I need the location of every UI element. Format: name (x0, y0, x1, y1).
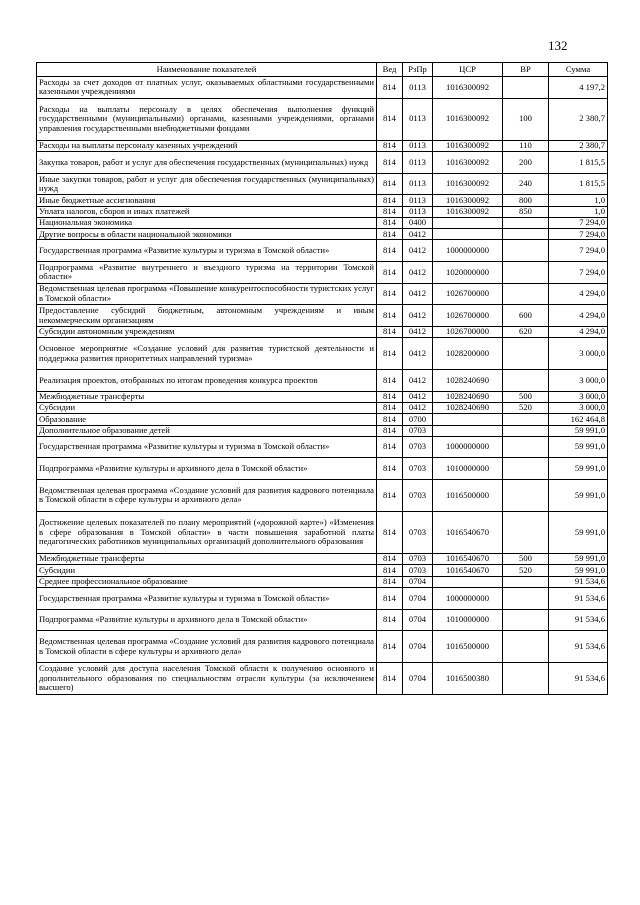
table-row (37, 554, 608, 565)
cell-sum: 91 534,6 (549, 587, 608, 609)
cell-vr: 520 (503, 402, 549, 413)
table-row (37, 152, 608, 174)
cell-rzpr: 0703 (403, 425, 433, 436)
cell-csr: 1016500000 (433, 479, 503, 511)
table-header-row (37, 63, 608, 77)
cell-rzpr: 0412 (403, 262, 433, 284)
cell-csr (433, 217, 503, 228)
table-row (37, 77, 608, 99)
cell-name: Дополнительное образование детей (37, 425, 377, 436)
cell-rzpr: 0113 (403, 173, 433, 195)
cell-ved: 814 (377, 140, 403, 151)
cell-rzpr: 0412 (403, 338, 433, 370)
cell-sum: 59 991,0 (549, 479, 608, 511)
cell-rzpr: 0704 (403, 609, 433, 631)
cell-name: Среднее профессиональное образование (37, 576, 377, 587)
cell-ved: 814 (377, 414, 403, 425)
cell-rzpr: 0113 (403, 140, 433, 151)
cell-sum: 3 000,0 (549, 370, 608, 392)
cell-name: Уплата налогов, сборов и иных платежей (37, 206, 377, 217)
cell-ved: 814 (377, 402, 403, 413)
column-header-sum: Сумма (549, 63, 608, 77)
cell-csr: 1016300092 (433, 206, 503, 217)
cell-ved: 814 (377, 663, 403, 695)
cell-ved: 814 (377, 98, 403, 140)
cell-sum: 7 294,0 (549, 262, 608, 284)
cell-ved: 814 (377, 587, 403, 609)
cell-csr: 1016300092 (433, 195, 503, 206)
cell-ved: 814 (377, 77, 403, 99)
cell-name: Реализация проектов, отобранных по итогам проведения конкурса проектов (37, 370, 377, 392)
table-row (37, 98, 608, 140)
table-row (37, 370, 608, 392)
cell-ved: 814 (377, 631, 403, 663)
cell-ved: 814 (377, 326, 403, 337)
cell-rzpr: 0113 (403, 195, 433, 206)
cell-vr (503, 436, 549, 458)
cell-ved: 814 (377, 576, 403, 587)
cell-rzpr: 0412 (403, 229, 433, 240)
cell-csr: 1000000000 (433, 587, 503, 609)
cell-sum: 91 534,6 (549, 663, 608, 695)
cell-sum: 91 534,6 (549, 631, 608, 663)
cell-vr (503, 511, 549, 553)
cell-rzpr: 0703 (403, 511, 433, 553)
cell-name: Межбюджетные трансферты (37, 391, 377, 402)
cell-csr: 1020000000 (433, 262, 503, 284)
cell-csr: 1016540670 (433, 554, 503, 565)
cell-vr (503, 609, 549, 631)
table-row (37, 479, 608, 511)
cell-rzpr: 0113 (403, 152, 433, 174)
cell-vr (503, 283, 549, 305)
cell-vr (503, 77, 549, 99)
cell-sum: 3 000,0 (549, 402, 608, 413)
cell-csr: 1000000000 (433, 240, 503, 262)
cell-ved: 814 (377, 479, 403, 511)
cell-sum: 1 815,5 (549, 152, 608, 174)
column-header-rzpr: РзПр (403, 63, 433, 77)
cell-sum: 3 000,0 (549, 391, 608, 402)
cell-ved: 814 (377, 229, 403, 240)
cell-name: Подпрограмма «Развитие внутреннего и въездного туризма на территории Томской области» (37, 262, 377, 284)
cell-name: Государственная программа «Развитие культуры и туризма в Томской области» (37, 436, 377, 458)
cell-csr: 1016300092 (433, 140, 503, 151)
cell-csr: 1016500000 (433, 631, 503, 663)
cell-vr (503, 338, 549, 370)
cell-rzpr: 0703 (403, 554, 433, 565)
cell-vr: 600 (503, 305, 549, 327)
cell-vr (503, 458, 549, 480)
cell-vr: 200 (503, 152, 549, 174)
cell-csr: 1000000000 (433, 436, 503, 458)
cell-name: Ведомственная целевая программа «Повышение конкурентоспособности туристских услуг в Томской области» (37, 283, 377, 305)
table-row (37, 206, 608, 217)
cell-name: Подпрограмма «Развитие культуры и архивного дела в Томской области» (37, 458, 377, 480)
cell-sum: 7 294,0 (549, 240, 608, 262)
table-row (37, 609, 608, 631)
cell-vr: 520 (503, 565, 549, 576)
cell-sum: 162 464,8 (549, 414, 608, 425)
table-row (37, 587, 608, 609)
cell-name: Расходы за счет доходов от платных услуг, оказываемых областными государственными казенными учреждениями (37, 77, 377, 99)
cell-name: Достижение целевых показателей по плану мероприятий («дорожной карте») «Изменения в сфере образования в Томской области» в части повышения заработной платы педагогических работников муниципальных организаций дополнительного образования (37, 511, 377, 553)
cell-csr: 1026700000 (433, 305, 503, 327)
cell-name: Субсидии автономным учреждениям (37, 326, 377, 337)
column-header-ved: Вед (377, 63, 403, 77)
cell-vr (503, 240, 549, 262)
cell-csr: 1028200000 (433, 338, 503, 370)
cell-csr: 1016300092 (433, 173, 503, 195)
cell-ved: 814 (377, 195, 403, 206)
table-row (37, 458, 608, 480)
table-body (37, 77, 608, 695)
cell-sum: 7 294,0 (549, 217, 608, 228)
cell-ved: 814 (377, 338, 403, 370)
cell-vr: 500 (503, 554, 549, 565)
cell-vr: 850 (503, 206, 549, 217)
cell-vr: 800 (503, 195, 549, 206)
cell-ved: 814 (377, 240, 403, 262)
cell-vr (503, 587, 549, 609)
table-row (37, 195, 608, 206)
column-header-vr: ВР (503, 63, 549, 77)
table-row (37, 140, 608, 151)
cell-sum: 59 991,0 (549, 554, 608, 565)
cell-sum: 3 000,0 (549, 338, 608, 370)
table-row (37, 326, 608, 337)
cell-rzpr: 0700 (403, 414, 433, 425)
cell-rzpr: 0704 (403, 631, 433, 663)
cell-rzpr: 0113 (403, 206, 433, 217)
cell-sum: 2 380,7 (549, 140, 608, 151)
cell-rzpr: 0412 (403, 370, 433, 392)
cell-name: Субсидии (37, 565, 377, 576)
cell-csr: 1026700000 (433, 283, 503, 305)
cell-csr: 1028240690 (433, 370, 503, 392)
cell-rzpr: 0703 (403, 436, 433, 458)
cell-vr (503, 414, 549, 425)
cell-csr: 1026700000 (433, 326, 503, 337)
cell-vr (503, 631, 549, 663)
cell-sum: 4 294,0 (549, 326, 608, 337)
table-row (37, 414, 608, 425)
table-row (37, 425, 608, 436)
cell-sum: 1 815,5 (549, 173, 608, 195)
cell-csr: 1010000000 (433, 458, 503, 480)
cell-name: Иные бюджетные ассигнования (37, 195, 377, 206)
cell-vr (503, 479, 549, 511)
cell-rzpr: 0703 (403, 565, 433, 576)
cell-ved: 814 (377, 370, 403, 392)
cell-name: Национальная экономика (37, 217, 377, 228)
cell-sum: 4 197,2 (549, 77, 608, 99)
cell-sum: 59 991,0 (549, 425, 608, 436)
cell-rzpr: 0412 (403, 326, 433, 337)
cell-rzpr: 0704 (403, 576, 433, 587)
cell-rzpr: 0113 (403, 77, 433, 99)
cell-rzpr: 0704 (403, 587, 433, 609)
cell-ved: 814 (377, 554, 403, 565)
cell-name: Подпрограмма «Развитие культуры и архивного дела в Томской области» (37, 609, 377, 631)
cell-name: Субсидии (37, 402, 377, 413)
cell-csr: 1016540670 (433, 565, 503, 576)
cell-csr: 1016300092 (433, 77, 503, 99)
cell-name: Образование (37, 414, 377, 425)
cell-name: Основное мероприятие «Создание условий для развития туристской деятельности и поддержка развития приоритетных направлений туризма» (37, 338, 377, 370)
cell-ved: 814 (377, 283, 403, 305)
cell-csr: 1016300092 (433, 152, 503, 174)
cell-rzpr: 0400 (403, 217, 433, 228)
cell-sum: 7 294,0 (549, 229, 608, 240)
cell-vr (503, 663, 549, 695)
page-number: 132 (548, 38, 568, 53)
table-row (37, 173, 608, 195)
cell-rzpr: 0412 (403, 240, 433, 262)
cell-rzpr: 0113 (403, 98, 433, 140)
cell-rzpr: 0704 (403, 663, 433, 695)
cell-csr (433, 425, 503, 436)
cell-ved: 814 (377, 425, 403, 436)
cell-sum: 1,0 (549, 206, 608, 217)
cell-csr: 1028240690 (433, 391, 503, 402)
cell-name: Ведомственная целевая программа «Создание условий для развития кадрового потенциала в Томской области в сфере культуры и архивного дела» (37, 631, 377, 663)
cell-csr: 1028240690 (433, 402, 503, 413)
cell-vr: 500 (503, 391, 549, 402)
cell-sum: 91 534,6 (549, 609, 608, 631)
table-row (37, 262, 608, 284)
cell-ved: 814 (377, 173, 403, 195)
cell-sum: 4 294,0 (549, 283, 608, 305)
cell-csr: 1016300092 (433, 98, 503, 140)
budget-table (36, 62, 608, 695)
cell-sum: 91 534,6 (549, 576, 608, 587)
table-row (37, 283, 608, 305)
cell-ved: 814 (377, 565, 403, 576)
cell-sum: 59 991,0 (549, 458, 608, 480)
cell-ved: 814 (377, 609, 403, 631)
column-header-csr: ЦСР (433, 63, 503, 77)
cell-rzpr: 0703 (403, 479, 433, 511)
cell-name: Расходы на выплаты персоналу казенных учреждений (37, 140, 377, 151)
cell-ved: 814 (377, 305, 403, 327)
cell-ved: 814 (377, 152, 403, 174)
cell-ved: 814 (377, 206, 403, 217)
cell-name: Государственная программа «Развитие культуры и туризма в Томской области» (37, 240, 377, 262)
cell-name: Другие вопросы в области национальной экономики (37, 229, 377, 240)
cell-sum: 59 991,0 (549, 511, 608, 553)
cell-rzpr: 0703 (403, 458, 433, 480)
cell-ved: 814 (377, 391, 403, 402)
table-row (37, 511, 608, 553)
cell-ved: 814 (377, 458, 403, 480)
cell-vr: 100 (503, 98, 549, 140)
cell-name: Создание условий для доступа населения Томской области к получению основного и дополнительного образования по специальностям отрасли культуры (за исключением высшего) (37, 663, 377, 695)
cell-vr (503, 262, 549, 284)
table-row (37, 631, 608, 663)
cell-name: Межбюджетные трансферты (37, 554, 377, 565)
cell-vr (503, 370, 549, 392)
cell-name: Иные закупки товаров, работ и услуг для обеспечения государственных (муниципальных) нужд (37, 173, 377, 195)
cell-name: Расходы на выплаты персоналу в целях обеспечения выполнения функций государственными (муниципальными) органами, казенными учреждениями, органами управления государственными внебюджетными фондами (37, 98, 377, 140)
table-row (37, 391, 608, 402)
cell-vr (503, 229, 549, 240)
cell-name: Ведомственная целевая программа «Создание условий для развития кадрового потенциала в Томской области в сфере культуры и архивного дела» (37, 479, 377, 511)
cell-vr (503, 217, 549, 228)
table-row (37, 436, 608, 458)
cell-ved: 814 (377, 217, 403, 228)
table-row (37, 576, 608, 587)
cell-csr: 1016540670 (433, 511, 503, 553)
cell-sum: 4 294,0 (549, 305, 608, 327)
table-row (37, 402, 608, 413)
table-row (37, 663, 608, 695)
cell-csr (433, 229, 503, 240)
table-row (37, 229, 608, 240)
cell-sum: 59 991,0 (549, 565, 608, 576)
column-header-name: Наименование показателей (37, 63, 377, 77)
table-row (37, 217, 608, 228)
cell-ved: 814 (377, 511, 403, 553)
cell-rzpr: 0412 (403, 402, 433, 413)
table-row (37, 565, 608, 576)
cell-csr: 1016500380 (433, 663, 503, 695)
cell-rzpr: 0412 (403, 305, 433, 327)
cell-sum: 59 991,0 (549, 436, 608, 458)
cell-rzpr: 0412 (403, 283, 433, 305)
cell-rzpr: 0412 (403, 391, 433, 402)
cell-sum: 2 380,7 (549, 98, 608, 140)
table-row (37, 338, 608, 370)
cell-vr: 110 (503, 140, 549, 151)
cell-ved: 814 (377, 436, 403, 458)
table-row (37, 240, 608, 262)
cell-ved: 814 (377, 262, 403, 284)
cell-vr (503, 576, 549, 587)
table-row (37, 305, 608, 327)
cell-sum: 1,0 (549, 195, 608, 206)
cell-csr (433, 576, 503, 587)
cell-name: Предоставление субсидий бюджетным, автономным учреждениям и иным некоммерческим организациям (37, 305, 377, 327)
cell-name: Закупка товаров, работ и услуг для обеспечения государственных (муниципальных) нужд (37, 152, 377, 174)
cell-vr: 620 (503, 326, 549, 337)
cell-vr: 240 (503, 173, 549, 195)
cell-vr (503, 425, 549, 436)
cell-csr (433, 414, 503, 425)
cell-csr: 1010000000 (433, 609, 503, 631)
cell-name: Государственная программа «Развитие культуры и туризма в Томской области» (37, 587, 377, 609)
